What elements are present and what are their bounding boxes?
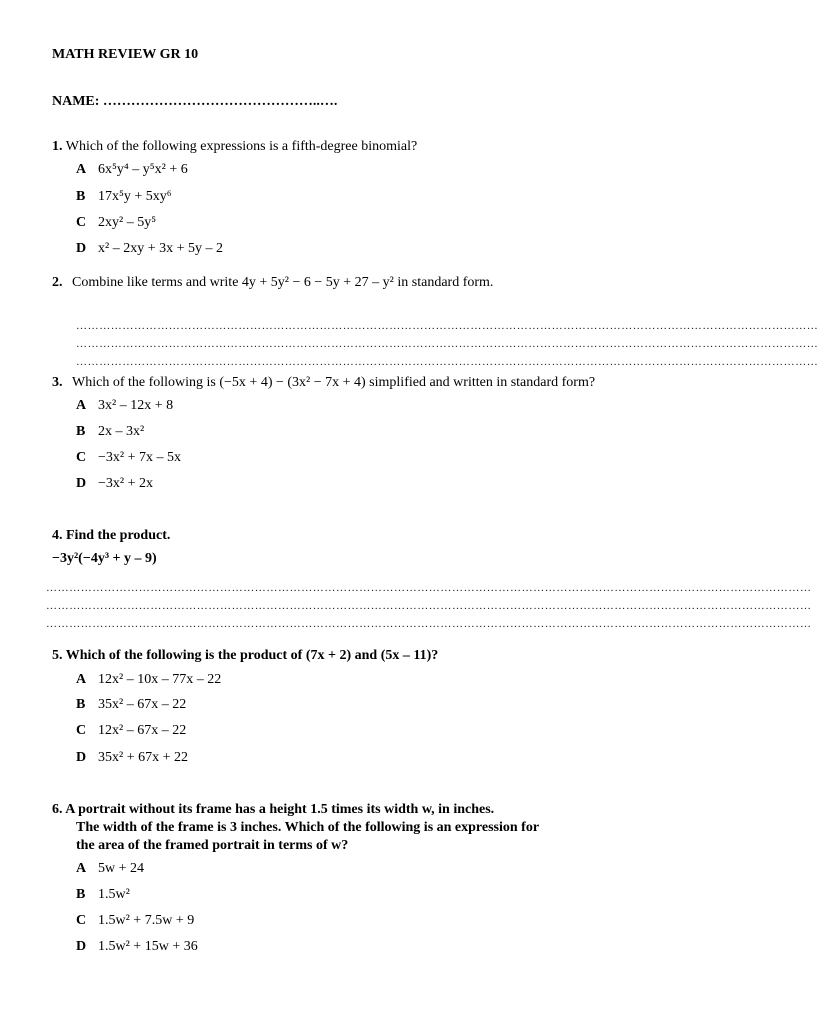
option-letter: A bbox=[76, 861, 87, 876]
answer-line[interactable]: ……………………………………………………………………………………………………………………………………………………………………………… bbox=[46, 618, 812, 630]
answer-line[interactable]: ………………………………………………………………………………………………………………………………………………………………………… bbox=[76, 320, 818, 332]
option-letter: A bbox=[76, 672, 87, 687]
question-4-title: 4. Find the product. bbox=[52, 528, 171, 543]
option-text: −3x² + 7x – 5x bbox=[98, 450, 181, 465]
option-text: 1.5w² + 7.5w + 9 bbox=[98, 913, 195, 928]
question-1 bbox=[52, 140, 417, 154]
option-letter: C bbox=[76, 723, 87, 738]
option-text: 12x² – 67x – 22 bbox=[98, 723, 187, 738]
option-letter: B bbox=[76, 887, 86, 902]
question-text: Combine like terms and write 4y + 5y² − 6 − 5y + 27 – y² in standard form. bbox=[72, 275, 494, 290]
question-number: 1. bbox=[52, 139, 63, 154]
document-title: MATH REVIEW GR 10 bbox=[52, 47, 199, 62]
question-4-expression: −3y²(−4y³ + y – 9) bbox=[52, 551, 157, 566]
question-number: 2. bbox=[52, 275, 63, 290]
option-letter: D bbox=[76, 476, 87, 491]
question-5-title: 5. Which of the following is the product of (7x + 2) and (5x – 11)? bbox=[52, 648, 439, 663]
option-text: 1.5w² + 15w + 36 bbox=[98, 939, 198, 954]
option-letter: B bbox=[76, 189, 86, 204]
option-text: −3x² + 2x bbox=[98, 476, 153, 491]
question-3 bbox=[52, 376, 595, 390]
option-letter: B bbox=[76, 697, 86, 712]
option-letter: B bbox=[76, 424, 86, 439]
option-letter: D bbox=[76, 939, 87, 954]
option-text: 5w + 24 bbox=[98, 861, 145, 876]
option-text: 2x – 3x² bbox=[98, 424, 145, 439]
name-field-label: NAME: ………………………………………..…. bbox=[52, 94, 338, 109]
option-letter: C bbox=[76, 215, 87, 230]
option-text: 35x² + 67x + 22 bbox=[98, 750, 188, 765]
option-text: 2xy² – 5y⁵ bbox=[98, 215, 157, 230]
question-text: Which of the following is (−5x + 4) − (3x² − 7x + 4) simplified and written in standard form? bbox=[72, 375, 596, 390]
option-text: 3x² – 12x + 8 bbox=[98, 398, 174, 413]
option-text: 12x² – 10x – 77x – 22 bbox=[98, 672, 222, 687]
question-2 bbox=[52, 276, 493, 290]
option-letter: D bbox=[76, 241, 87, 256]
question-number: 3. bbox=[52, 375, 63, 390]
option-letter: D bbox=[76, 750, 87, 765]
question-text: Which of the following expressions is a fifth-degree binomial? bbox=[65, 139, 418, 154]
question-6-line-2: The width of the frame is 3 inches. Which of the following is an expression for bbox=[76, 820, 540, 835]
option-letter: A bbox=[76, 398, 87, 413]
question-6-line-3: the area of the framed portrait in terms of w? bbox=[76, 838, 349, 853]
answer-line[interactable]: ………………………………………………………………………………………………………………………………………………………………………… bbox=[76, 356, 818, 368]
answer-line[interactable]: ……………………………………………………………………………………………………………………………………………………………………………… bbox=[46, 582, 812, 594]
option-text: 35x² – 67x – 22 bbox=[98, 697, 187, 712]
option-text: 1.5w² bbox=[98, 887, 130, 902]
answer-line[interactable]: ………………………………………………………………………………………………………………………………………………………………………… bbox=[76, 338, 818, 350]
answer-line[interactable]: ……………………………………………………………………………………………………………………………………………………………………………… bbox=[46, 600, 812, 612]
option-text: x² – 2xy + 3x + 5y – 2 bbox=[98, 241, 223, 256]
option-text: 17x⁵y + 5xy⁶ bbox=[98, 189, 172, 204]
option-letter: C bbox=[76, 450, 87, 465]
option-letter: C bbox=[76, 913, 87, 928]
question-6-line-1: 6. A portrait without its frame has a height 1.5 times its width w, in inches. bbox=[52, 802, 495, 817]
option-letter: A bbox=[76, 162, 87, 177]
option-text: 6x⁵y⁴ – y⁵x² + 6 bbox=[98, 162, 188, 177]
